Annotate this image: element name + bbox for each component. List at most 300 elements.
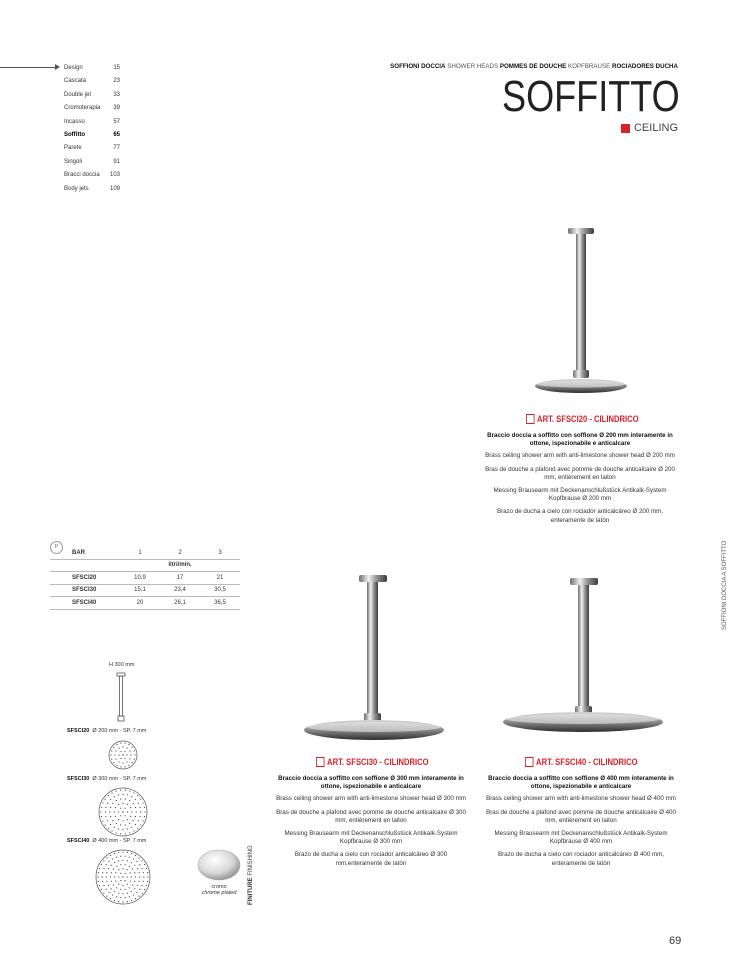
index-item[interactable]: [64, 102, 120, 115]
nozzle-dot: [112, 894, 113, 895]
nozzle-dot: [129, 800, 130, 801]
nozzle-dot: [114, 796, 115, 797]
nozzle-dot: [127, 828, 128, 829]
nozzle-dot: [128, 765, 129, 766]
index-item[interactable]: [64, 129, 120, 142]
nozzle-dot: [120, 758, 121, 759]
index-item-label: Double jet: [64, 91, 92, 98]
desc-de: Messing Brausearm mit Deckenanschlußstück Antikalk-System Kopfbrause Ø 400 mm: [494, 830, 668, 846]
nozzle-dot: [127, 852, 128, 853]
nozzle-dot: [122, 868, 123, 869]
nozzle-dot: [110, 816, 111, 817]
subtitle-text: CEILING: [633, 122, 678, 134]
variant-sfsci20: SFSCI20 Ø 200 mm - SP. 7 mm: [67, 728, 147, 734]
nozzle-dot: [102, 876, 103, 877]
variant-sfsci30: SFSCI30 Ø 300 mm - SP. 7 mm: [67, 776, 147, 782]
nozzle-dot: [113, 884, 114, 885]
nozzle-dot: [140, 798, 141, 799]
nozzle-dot: [115, 872, 116, 873]
nozzle-dot: [120, 873, 121, 874]
index-item-page: 33: [113, 91, 120, 98]
nozzle-dot: [133, 803, 134, 804]
head-drawing-200-icon: [108, 740, 138, 770]
nozzle-dot: [120, 808, 121, 809]
index-item-label: Singoli: [64, 158, 83, 165]
nozzle-dot: [135, 876, 136, 877]
nozzle-dot: [132, 868, 133, 869]
nozzle-dot: [133, 894, 134, 895]
nozzle-dot: [120, 798, 121, 799]
nozzle-dot: [107, 820, 108, 821]
header-it: SOFFIONI DOCCIA: [390, 63, 446, 70]
nozzle-dot: [118, 747, 119, 748]
desc-fr: Bras de douche a plafond avec pomme de douche anticalcaire Ø 200 mm, entièrement en laiton: [485, 465, 675, 481]
nozzle-dot: [111, 830, 112, 831]
nozzle-dot: [116, 744, 117, 745]
page-title: SOFFITTO: [502, 72, 680, 121]
nozzle-dot: [120, 889, 121, 890]
index-item[interactable]: [64, 169, 120, 182]
nozzle-dot: [125, 897, 126, 898]
nozzle-dot: [124, 880, 125, 881]
nozzle-dot: [136, 861, 137, 862]
nozzle-dot: [127, 884, 128, 885]
nozzle-dot: [109, 811, 110, 812]
nozzle-dot: [125, 833, 126, 834]
nozzle-dot: [131, 853, 132, 854]
product-desc-sfsci30: [274, 775, 468, 873]
nozzle-dot: [147, 881, 148, 882]
nozzle-dot: [120, 856, 121, 857]
nozzle-dot: [110, 876, 111, 877]
nozzle-dot: [135, 799, 136, 800]
nozzle-dot: [114, 876, 115, 877]
nozzle-dot: [134, 888, 135, 889]
nozzle-dot: [131, 862, 132, 863]
nozzle-dot: [125, 798, 126, 799]
index-item-page: 65: [113, 132, 120, 139]
desc-en: Brass ceiling shower arm with anti-limestone shower head Ø 200 mm: [485, 452, 675, 460]
nozzle-dot: [140, 824, 141, 825]
nozzle-dot: [118, 828, 119, 829]
nozzle-dot: [116, 866, 117, 867]
nozzle-dot: [118, 811, 119, 812]
nozzle-dot: [111, 750, 112, 751]
header-de: KOPFBRAUSE: [567, 63, 611, 70]
nozzle-dot: [102, 802, 103, 803]
table-header-3: 3: [200, 547, 240, 559]
nozzle-dot: [127, 804, 128, 805]
nozzle-dot: [129, 866, 130, 867]
nozzle-dot: [120, 790, 121, 791]
nozzle-dot: [105, 798, 106, 799]
nozzle-dot: [112, 820, 113, 821]
pressure-badge-icon: P: [50, 541, 63, 554]
nozzle-dot: [134, 750, 135, 751]
nozzle-dot: [135, 816, 136, 817]
nozzle-dot: [143, 802, 144, 803]
nozzle-dot: [143, 876, 144, 877]
nozzle-dot: [111, 759, 112, 760]
product-title-sfsci40: ART. SFSCI40 - CILINDRICO: [525, 757, 638, 767]
nozzle-dot: [116, 790, 117, 791]
nozzle-dot: [138, 803, 139, 804]
desc-es: Brazo de ducha a cielo con rociador anticalcáreo Ø 300 mm,enteramente de latón: [294, 851, 448, 867]
index-item[interactable]: [64, 62, 120, 75]
nozzle-dot: [106, 876, 107, 877]
desc-de: Messing Brausearm mit Deckenanschlußstück Antikalk-System Kopfbrause Ø 300 mm: [284, 830, 458, 846]
nozzle-dot: [124, 743, 125, 744]
nozzle-dot: [135, 855, 136, 856]
nozzle-dot: [147, 876, 148, 877]
nozzle-dot: [131, 900, 132, 901]
nozzle-dot: [112, 858, 113, 859]
nozzle-dot: [125, 856, 126, 857]
nozzle-dot: [120, 880, 121, 881]
nozzle-dot: [114, 827, 115, 828]
nozzle-dot: [116, 887, 117, 888]
nozzle-dot: [140, 811, 141, 812]
nozzle-dot: [127, 794, 128, 795]
nozzle-dot: [107, 803, 108, 804]
checkbox-square-icon: [526, 414, 535, 424]
desc-en: Brass ceiling shower arm with anti-limestone shower head Ø 400 mm: [486, 795, 676, 803]
nozzle-dot: [135, 807, 136, 808]
nozzle-dot: [137, 868, 138, 869]
head-drawing-400-icon: [95, 849, 151, 905]
nozzle-dot: [127, 819, 128, 820]
nozzle-dot: [101, 889, 102, 890]
nozzle-dot: [131, 891, 132, 892]
nozzle-dot: [139, 881, 140, 882]
nozzle-dot: [130, 807, 131, 808]
nozzle-dot: [127, 869, 128, 870]
nozzle-dot: [144, 864, 145, 865]
nozzle-dot: [132, 884, 133, 885]
nozzle-dot: [129, 832, 130, 833]
product-title-sfsci20: ART. SFSCI20 - CILINDRICO: [526, 414, 639, 424]
nozzle-dot: [125, 815, 126, 816]
nozzle-dot: [115, 816, 116, 817]
index-item-label: Design: [64, 65, 83, 71]
nozzle-dot: [139, 889, 140, 890]
index-item-page: 91: [113, 158, 120, 165]
index-item-page: 109: [109, 185, 120, 192]
nozzle-dot: [108, 868, 109, 869]
desc-es: Brazo de ducha a cielo con rociador anticalcáreo Ø 200 mm, enteramente de latón: [496, 508, 664, 524]
nozzle-dot: [106, 872, 107, 873]
nozzle-dot: [139, 872, 140, 873]
nozzle-dot: [102, 881, 103, 882]
nozzle-dot: [127, 893, 128, 894]
nozzle-dot: [142, 892, 143, 893]
nozzle-dot: [134, 865, 135, 866]
nozzle-dot: [118, 884, 119, 885]
nozzle-dot: [118, 794, 119, 795]
nozzle-dot: [129, 823, 130, 824]
variant-sfsci40: SFSCI40 Ø 400 mm - SP. 7 mm: [67, 838, 147, 844]
nozzle-dot: [135, 898, 136, 899]
table-row: SFSCI30 15,1 23,4 30,5: [50, 584, 240, 597]
nozzle-dot: [141, 868, 142, 869]
nozzle-dot: [105, 816, 106, 817]
nozzle-dot: [139, 816, 140, 817]
nozzle-dot: [120, 743, 121, 744]
nozzle-dot: [101, 807, 102, 808]
nozzle-dot: [111, 792, 112, 793]
index-item[interactable]: [64, 116, 120, 129]
chrome-finish-swatch: [196, 848, 242, 882]
nozzle-dot: [137, 828, 138, 829]
index-item-label: Cascata: [64, 78, 87, 85]
nozzle-dot: [132, 747, 133, 748]
nozzle-dot: [101, 864, 102, 865]
nozzle-dot: [113, 747, 114, 748]
nozzle-dot: [118, 819, 119, 820]
header-en: SHOWER HEADS: [447, 63, 499, 70]
nozzle-dot: [115, 807, 116, 808]
desc-en: Brass ceiling shower arm with anti-limestone shower head Ø 300 mm: [276, 795, 466, 803]
side-section-label: SOFFIONI DOCCIA A SOFFITTO: [722, 540, 728, 630]
nozzle-dot: [133, 820, 134, 821]
nozzle-dot: [127, 860, 128, 861]
nozzle-dot: [118, 804, 119, 805]
index-item-page: 57: [113, 118, 120, 125]
nozzle-dot: [97, 876, 98, 877]
nozzle-dot: [110, 824, 111, 825]
nozzle-dot: [139, 864, 140, 865]
nozzle-dot: [122, 893, 123, 894]
nozzle-dot: [110, 898, 111, 899]
desc-it: Braccio doccia a soffitto con soffione Ø 300 mm interamente in ottone, ispezionabile e anticalcare: [278, 775, 464, 791]
nozzle-dot: [127, 901, 128, 902]
nozzle-dot: [138, 896, 139, 897]
index-item-page: 23: [113, 78, 120, 85]
nozzle-dot: [136, 892, 137, 893]
nozzle-dot: [142, 860, 143, 861]
nozzle-dot: [118, 876, 119, 877]
nozzle-dot: [131, 796, 132, 797]
head-drawing-300-icon: [98, 787, 148, 837]
index-item[interactable]: [64, 183, 120, 196]
index-pointer-line: [0, 67, 58, 68]
nozzle-dot: [132, 762, 133, 763]
nozzle-dot: [113, 762, 114, 763]
nozzle-dot: [129, 896, 130, 897]
desc-fr: Bras de douche a plafond avec pomme de douche anticalcaire Ø 400 mm, entièrement en laiton: [486, 808, 676, 824]
index-item[interactable]: [64, 89, 120, 102]
nozzle-dot: [105, 807, 106, 808]
nozzle-dot: [116, 823, 117, 824]
nozzle-dot: [120, 766, 121, 767]
nozzle-dot: [144, 811, 145, 812]
nozzle-dot: [146, 885, 147, 886]
nozzle-dot: [122, 811, 123, 812]
nozzle-dot: [143, 881, 144, 882]
nozzle-dot: [112, 803, 113, 804]
nozzle-dot: [118, 754, 119, 755]
nozzle-dot: [114, 754, 115, 755]
nozzle-dot: [122, 876, 123, 877]
header-fr: POMMES DE DOUCHE: [499, 63, 567, 70]
nozzle-dot: [103, 868, 104, 869]
finishes-label: FINITURE FINISHING: [248, 845, 254, 905]
nozzle-dot: [122, 851, 123, 852]
nozzle-dot: [99, 868, 100, 869]
nozzle-dot: [133, 830, 134, 831]
nozzle-dot: [138, 820, 139, 821]
nozzle-dot: [115, 758, 116, 759]
nozzle-dot: [103, 892, 104, 893]
height-label: H 300 mm: [109, 662, 135, 668]
nozzle-dot: [115, 750, 116, 751]
page-number: 69: [669, 935, 682, 947]
catalog-index: [64, 62, 120, 196]
nozzle-dot: [130, 754, 131, 755]
nozzle-dot: [111, 888, 112, 889]
red-square-icon: [621, 124, 630, 133]
nozzle-dot: [100, 811, 101, 812]
nozzle-dot: [108, 795, 109, 796]
nozzle-dot: [122, 754, 123, 755]
nozzle-dot: [110, 855, 111, 856]
nozzle-dot: [118, 893, 119, 894]
index-item[interactable]: [64, 142, 120, 155]
nozzle-dot: [130, 816, 131, 817]
nozzle-dot: [131, 876, 132, 877]
nozzle-dot: [111, 881, 112, 882]
product-image-sfsci40: [500, 578, 670, 748]
nozzle-dot: [103, 860, 104, 861]
product-desc-sfsci20: [484, 432, 676, 530]
nozzle-dot: [114, 853, 115, 854]
nozzle-dot: [141, 885, 142, 886]
index-item[interactable]: [64, 156, 120, 169]
index-item-label: Parete: [64, 145, 82, 152]
index-item[interactable]: [64, 75, 120, 88]
index-item-page: 15: [113, 65, 120, 71]
nozzle-dot: [133, 792, 134, 793]
nozzle-dot: [144, 889, 145, 890]
desc-fr: Bras de douche a plafond avec pomme de douche anticalcaire Ø 300 mm, entièrement en laiton: [276, 808, 466, 824]
nozzle-dot: [131, 811, 132, 812]
nozzle-dot: [144, 807, 145, 808]
nozzle-dot: [102, 872, 103, 873]
nozzle-dot: [131, 827, 132, 828]
product-desc-sfsci40: [484, 775, 678, 873]
nozzle-dot: [114, 862, 115, 863]
product-image-sfsci30: [302, 575, 462, 750]
nozzle-dot: [125, 808, 126, 809]
index-item-label: Soffitto: [64, 132, 85, 139]
index-pointer-arrow-icon: [55, 64, 60, 70]
nozzle-dot: [137, 795, 138, 796]
index-item-page: 77: [113, 145, 120, 152]
nozzle-dot: [122, 901, 123, 902]
table-header-2: 2: [160, 547, 200, 559]
nozzle-dot: [134, 759, 135, 760]
nozzle-dot: [113, 868, 114, 869]
nozzle-dot: [143, 820, 144, 821]
nozzle-dot: [120, 815, 121, 816]
nozzle-dot: [125, 889, 126, 890]
nozzle-dot: [116, 857, 117, 858]
nozzle-dot: [126, 761, 127, 762]
nozzle-dot: [130, 872, 131, 873]
nozzle-dot: [108, 885, 109, 886]
nozzle-dot: [135, 824, 136, 825]
flow-rate-table: [50, 547, 240, 610]
nozzle-dot: [110, 807, 111, 808]
nozzle-dot: [99, 885, 100, 886]
nozzle-dot: [122, 860, 123, 861]
index-item-label: Incasso: [64, 118, 85, 125]
nozzle-dot: [120, 824, 121, 825]
index-item-page: 103: [109, 172, 120, 179]
product-image-sfsci20: [530, 228, 630, 398]
nozzle-dot: [118, 901, 119, 902]
nozzle-dot: [126, 754, 127, 755]
nozzle-dot: [138, 857, 139, 858]
nozzle-dot: [114, 900, 115, 901]
table-row: SFSCI20 10,9 17 21: [50, 572, 240, 585]
nozzle-dot: [124, 766, 125, 767]
nozzle-dot: [129, 857, 130, 858]
nozzle-dot: [114, 811, 115, 812]
nozzle-dot: [144, 816, 145, 817]
nozzle-dot: [108, 828, 109, 829]
nozzle-dot: [125, 790, 126, 791]
nozzle-dot: [118, 761, 119, 762]
category-header: [390, 63, 678, 70]
nozzle-dot: [122, 885, 123, 886]
nozzle-dot: [115, 881, 116, 882]
nozzle-dot: [129, 887, 130, 888]
nozzle-dot: [146, 868, 147, 869]
nozzle-dot: [111, 865, 112, 866]
index-item-label: Body jets: [64, 185, 89, 192]
nozzle-dot: [98, 872, 99, 873]
desc-it: Braccio doccia a soffitto con soffione Ø 400 mm interamente in ottone, ispezionabile e anticalcare: [488, 775, 674, 791]
nozzle-dot: [136, 811, 137, 812]
table-row: SFSCI40 20 26,1 36,5: [50, 597, 240, 610]
nozzle-dot: [134, 754, 135, 755]
nozzle-dot: [105, 811, 106, 812]
nozzle-dot: [120, 864, 121, 865]
nozzle-dot: [134, 872, 135, 873]
nozzle-dot: [147, 872, 148, 873]
table-header-bar: BAR: [50, 547, 120, 559]
nozzle-dot: [143, 872, 144, 873]
nozzle-dot: [106, 857, 107, 858]
desc-de: Messing Brausearm mit Deckenanschlußstück Antikalk-System Kopfbrause Ø 200 mm: [493, 487, 667, 503]
arm-drawing-icon: [114, 672, 128, 724]
index-item-label: Cromoterapia: [64, 105, 101, 112]
nozzle-dot: [101, 816, 102, 817]
checkbox-square-icon: [316, 757, 325, 767]
nozzle-dot: [122, 803, 123, 804]
finish-name: cromo chrome plated: [201, 884, 237, 896]
nozzle-dot: [125, 864, 126, 865]
nozzle-dot: [116, 800, 117, 801]
desc-it: Braccio doccia a soffitto con soffione Ø 200 mm interamente in ottone, ispezionabile e anticalcare: [487, 432, 673, 448]
nozzle-dot: [116, 832, 117, 833]
nozzle-dot: [124, 751, 125, 752]
nozzle-dot: [139, 876, 140, 877]
nozzle-dot: [137, 885, 138, 886]
nozzle-dot: [122, 746, 123, 747]
nozzle-dot: [133, 858, 134, 859]
